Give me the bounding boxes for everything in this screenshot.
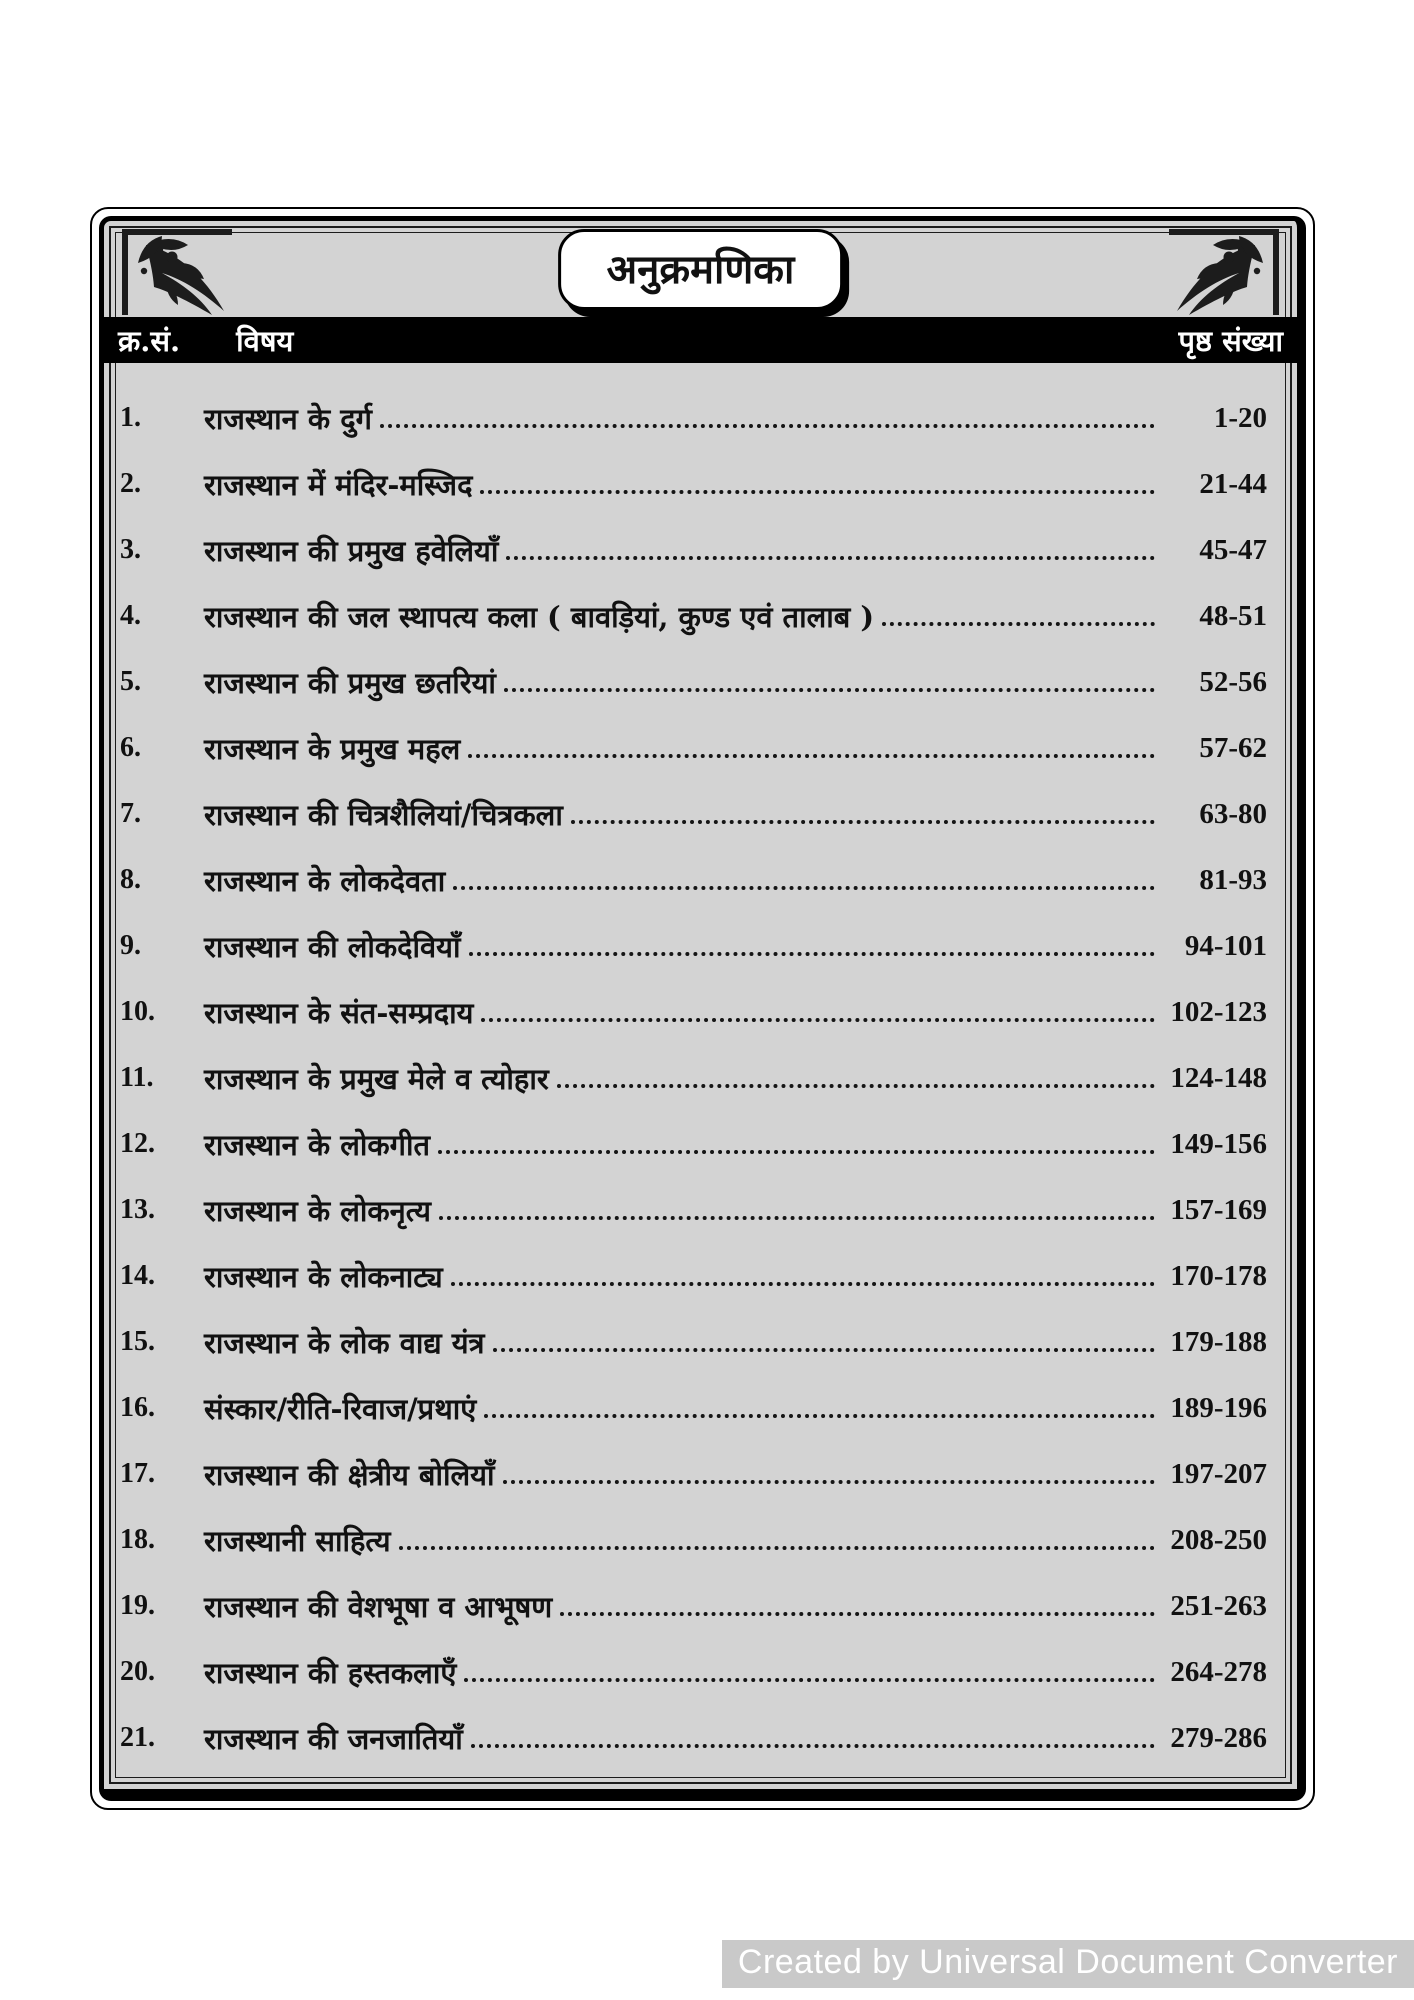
- toc-frame: [90, 207, 1315, 1810]
- dotted-leader: [453, 870, 1155, 891]
- dotted-leader: [882, 606, 1155, 627]
- row-serial-number: 7.: [120, 798, 141, 829]
- page-title-text: अनुक्रमणिका: [606, 246, 795, 293]
- title-band: [104, 221, 1297, 317]
- dotted-leader: [480, 474, 1155, 495]
- toc-row: [120, 1045, 1267, 1111]
- row-serial-number: 8.: [120, 864, 141, 895]
- row-serial-number: 17.: [120, 1458, 155, 1489]
- row-subject: राजस्थान की प्रमुख हवेलियाँ: [204, 533, 499, 568]
- row-subject: राजस्थान के लोकनाट्य: [204, 1259, 443, 1294]
- row-serial-number: 6.: [120, 732, 141, 763]
- row-subject: राजस्थान की वेशभूषा व आभूषण: [204, 1589, 553, 1624]
- dotted-leader: [380, 408, 1155, 429]
- row-serial-number: 4.: [120, 600, 141, 631]
- dotted-leader: [439, 1200, 1155, 1221]
- dotted-leader: [560, 1596, 1155, 1617]
- row-page-range: 189-196: [1170, 1391, 1267, 1424]
- toc-row: [120, 781, 1267, 847]
- row-subject: राजस्थान के दुर्ग: [204, 401, 372, 436]
- dotted-leader: [557, 1068, 1155, 1089]
- row-serial-number: 16.: [120, 1392, 155, 1423]
- toc-row: [120, 1639, 1267, 1705]
- row-page-range: 81-93: [1199, 863, 1267, 896]
- table-header-bar: [104, 317, 1297, 363]
- row-subject: राजस्थान की प्रमुख छतरियां: [204, 665, 496, 700]
- toc-row: [120, 913, 1267, 979]
- row-subject: राजस्थान के लोकगीत: [204, 1127, 431, 1162]
- row-serial-number: 14.: [120, 1260, 155, 1291]
- dotted-leader: [399, 1530, 1155, 1551]
- toc-row: [120, 517, 1267, 583]
- column-header-serial: क्र.सं.: [118, 323, 181, 358]
- row-serial-number: 12.: [120, 1128, 155, 1159]
- row-page-range: 94-101: [1184, 929, 1267, 962]
- row-subject: राजस्थान के प्रमुख महल: [204, 731, 461, 766]
- row-serial-number: 1.: [120, 402, 141, 433]
- row-subject: राजस्थान की हस्तकलाएँ: [204, 1655, 457, 1690]
- row-page-range: 179-188: [1170, 1325, 1267, 1358]
- row-page-range: 157-169: [1170, 1193, 1267, 1226]
- row-serial-number: 13.: [120, 1194, 155, 1225]
- row-serial-number: 18.: [120, 1524, 155, 1555]
- row-subject: राजस्थान की जनजातियाँ: [204, 1721, 463, 1756]
- row-page-range: 48-51: [1199, 599, 1267, 632]
- row-serial-number: 3.: [120, 534, 141, 565]
- dotted-leader: [571, 804, 1155, 825]
- dotted-leader: [451, 1266, 1155, 1287]
- column-header-subject: विषय: [236, 323, 294, 358]
- toc-row: [120, 1309, 1267, 1375]
- row-serial-number: 21.: [120, 1722, 155, 1753]
- row-page-range: 208-250: [1170, 1523, 1267, 1556]
- dotted-leader: [503, 1464, 1155, 1485]
- toc-row: [120, 385, 1267, 451]
- row-subject: राजस्थान के लोकनृत्य: [204, 1193, 431, 1228]
- row-subject: संस्कार/रीति-रिवाज/प्रथाएं: [204, 1391, 477, 1426]
- row-subject: राजस्थान की जल स्थापत्य कला ( बावड़ियां, कुण्ड एवं तालाब ): [204, 599, 875, 634]
- row-page-range: 251-263: [1170, 1589, 1267, 1622]
- watermark: Created by Universal Document Converter: [722, 1940, 1414, 1988]
- toc-row: [120, 847, 1267, 913]
- column-header-pages: पृष्ठ संख्या: [1178, 323, 1283, 358]
- row-page-range: 102-123: [1170, 995, 1267, 1028]
- page-title: [558, 229, 844, 310]
- dotted-leader: [468, 738, 1155, 759]
- toc-row: [120, 979, 1267, 1045]
- toc-row: [120, 1111, 1267, 1177]
- toc-row-list: [104, 363, 1297, 1771]
- row-page-range: 149-156: [1170, 1127, 1267, 1160]
- row-subject: राजस्थान में मंदिर-मस्जिद: [204, 467, 473, 502]
- toc-row: [120, 1375, 1267, 1441]
- floral-corner-ornament-icon: [1141, 227, 1281, 317]
- toc-row: [120, 1507, 1267, 1573]
- dotted-leader: [481, 1002, 1155, 1023]
- toc-frame-inner: [99, 216, 1306, 1801]
- row-page-range: 52-56: [1199, 665, 1267, 698]
- row-subject: राजस्थानी साहित्य: [204, 1523, 391, 1558]
- toc-row: [120, 1243, 1267, 1309]
- row-subject: राजस्थान के लोक वाद्य यंत्र: [204, 1325, 485, 1360]
- row-serial-number: 2.: [120, 468, 141, 499]
- dotted-leader: [469, 936, 1155, 957]
- row-subject: राजस्थान के संत-सम्प्रदाय: [204, 995, 474, 1030]
- row-serial-number: 10.: [120, 996, 155, 1027]
- row-subject: राजस्थान की चित्रशैलियां/चित्रकला: [204, 797, 563, 832]
- row-subject: राजस्थान की क्षेत्रीय बोलियाँ: [204, 1457, 495, 1492]
- row-page-range: 170-178: [1170, 1259, 1267, 1292]
- dotted-leader: [493, 1332, 1155, 1353]
- row-page-range: 57-62: [1199, 731, 1267, 764]
- toc-row: [120, 451, 1267, 517]
- row-serial-number: 20.: [120, 1656, 155, 1687]
- dotted-leader: [464, 1662, 1155, 1683]
- toc-row: [120, 649, 1267, 715]
- dotted-leader: [504, 672, 1155, 693]
- row-serial-number: 9.: [120, 930, 141, 961]
- floral-corner-ornament-icon: [120, 227, 260, 317]
- row-page-range: 124-148: [1170, 1061, 1267, 1094]
- row-subject: राजस्थान के लोकदेवता: [204, 863, 446, 898]
- row-serial-number: 11.: [120, 1062, 154, 1093]
- row-page-range: 21-44: [1199, 467, 1267, 500]
- toc-row: [120, 1705, 1267, 1771]
- row-page-range: 1-20: [1213, 401, 1267, 434]
- row-serial-number: 5.: [120, 666, 141, 697]
- row-page-range: 45-47: [1199, 533, 1267, 566]
- row-serial-number: 15.: [120, 1326, 155, 1357]
- row-subject: राजस्थान के प्रमुख मेले व त्योहार: [204, 1061, 549, 1096]
- toc-row: [120, 715, 1267, 781]
- toc-row: [120, 1573, 1267, 1639]
- row-serial-number: 19.: [120, 1590, 155, 1621]
- dotted-leader: [438, 1134, 1155, 1155]
- toc-row: [120, 583, 1267, 649]
- row-page-range: 63-80: [1199, 797, 1267, 830]
- dotted-leader: [484, 1398, 1155, 1419]
- toc-row: [120, 1441, 1267, 1507]
- dotted-leader: [471, 1728, 1155, 1749]
- row-page-range: 279-286: [1170, 1721, 1267, 1754]
- row-subject: राजस्थान की लोकदेवियाँ: [204, 929, 461, 964]
- row-page-range: 264-278: [1170, 1655, 1267, 1688]
- toc-row: [120, 1177, 1267, 1243]
- dotted-leader: [506, 540, 1155, 561]
- row-page-range: 197-207: [1170, 1457, 1267, 1490]
